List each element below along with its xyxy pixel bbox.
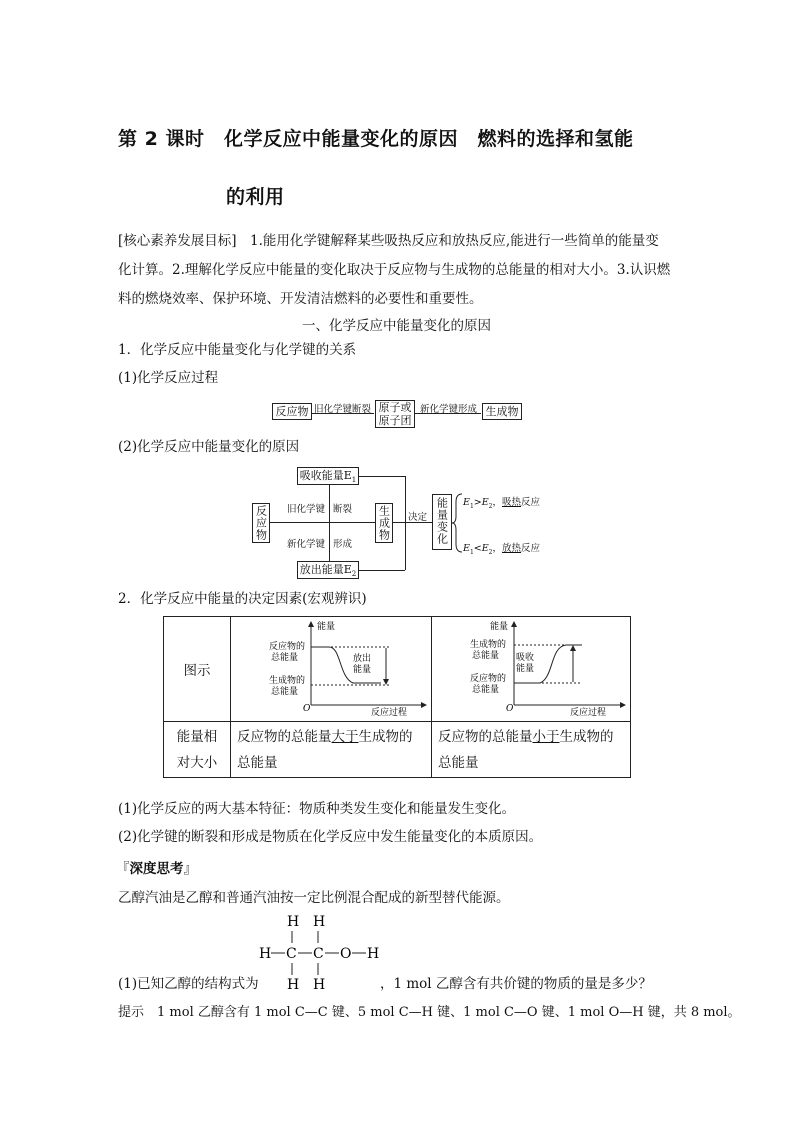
svg-text:C: C [313,946,324,962]
table-header-diagram: 图示 [164,617,231,722]
table-graph-endothermic [432,617,631,722]
old-bond-label: 旧化学键 [287,504,326,515]
svg-text:H: H [313,977,326,992]
flow-form-label: 新化学键形成 [420,404,478,415]
release-energy-box: 放出能量$E_2$ [297,561,359,579]
answer-less-than: 小于 [532,729,560,745]
hint: 提示 1 mol 乙醇含有 1 mol C—C 键、5 mol C—H 键、1 mol C—O 键、1 mol O—H 键，共 8 mol。 [118,1005,741,1020]
flow-break-label: 旧化学键断裂 [314,404,372,415]
form-label: 形成 [333,539,353,550]
svg-text:O: O [340,946,352,962]
cause-product-box: 生成物 [375,503,393,543]
flow-reactant-box: 反应物 [272,403,312,420]
goals-line-3: 料的燃烧效率、保护环境、开发清洁燃料的必要性和重要性。 [118,291,483,307]
svg-text:H: H [287,914,300,930]
svg-text:生成物的: 生成物的 [470,640,507,650]
deep-intro: 乙醇汽油是乙醇和普通汽油按一定比例混合配成的新型替代能源。 [118,890,510,906]
table-cell-endothermic: 反应物的总能量小于生成物的 总能量 [432,722,631,778]
svg-text:反应过程: 反应过程 [371,708,408,717]
table-cell-exothermic: 反应物的总能量大于生成物的 总能量 [231,722,432,778]
exothermic-graph [231,617,431,717]
svg-text:H: H [367,946,380,962]
question-1-prefix: (1)已知乙醇的结构式为 [118,976,259,992]
energy-comparison-table [163,616,631,778]
process-label: (1)化学反应过程 [118,370,219,386]
exothermic-case: $E_1<E_2$，放热反应 [463,543,541,556]
absorb-energy-box: 吸收能量$E_1$ [297,467,359,485]
answer-greater-than: 大于 [331,729,359,745]
note-1: (1)化学反应的两大基本特征：物质种类发生变化和能量发生变化。 [118,801,516,817]
svg-text:O: O [303,704,311,714]
ethanol-structure [255,910,390,992]
note-2: (2)化学键的断裂和形成是物质在化学反应中发生能量变化的本质原因。 [118,829,543,845]
section-heading: 一、化学反应中能量变化的原因 [302,318,491,334]
cause-label: (2)化学反应中能量变化的原因 [118,439,300,455]
page-title-continued: 的利用 [226,186,285,208]
break-label: 断裂 [333,504,353,515]
core-goals [118,227,688,314]
svg-text:总能量: 总能量 [271,653,299,663]
svg-text:吸收: 吸收 [516,653,535,663]
svg-text:H: H [313,914,326,930]
question-1-suffix: ，1 mol 乙醇含有共价键的物质的量是多少？ [380,976,652,992]
svg-text:放出: 放出 [353,654,372,664]
energy-change-box: 能量变化 [432,494,452,550]
svg-text:反应物的: 反应物的 [470,674,507,684]
svg-text:H: H [287,977,300,992]
svg-text:反应过程: 反应过程 [570,708,607,717]
goals-label: [核心素养发展目标] [118,233,237,249]
page-title: 第 2 课时 化学反应中能量变化的原因 燃料的选择和氢能 [118,128,634,150]
svg-text:能量: 能量 [317,622,336,632]
endothermic-case: $E_1>E_2$，吸热反应 [463,497,541,510]
svg-text:能量: 能量 [516,664,535,674]
deep-thinking-heading: 『深度思考』 [116,861,197,877]
endothermic-graph [432,617,630,717]
svg-text:总能量: 总能量 [472,685,500,695]
decide-label: 决定 [408,512,428,523]
svg-text:O: O [506,704,514,714]
svg-text:能量: 能量 [490,622,509,632]
table-graph-exothermic [231,617,432,722]
svg-text:生成物的: 生成物的 [269,676,306,686]
svg-text:能量: 能量 [353,665,372,675]
goals-line-2: 化计算。2.理解化学反应中能量的变化取决于反应物与生成物的总能量的相对大小。3.认识燃 [118,262,671,278]
svg-text:总能量: 总能量 [271,687,299,697]
svg-text:反应物的: 反应物的 [269,642,306,652]
svg-text:总能量: 总能量 [472,651,500,661]
cause-reactant-box: 反应物 [252,503,270,543]
hint-label: 提示 [118,1005,145,1020]
answer-exothermic: 放热 [502,543,522,554]
answer-endothermic: 吸热 [502,497,522,508]
goals-line-1: 1.能用化学键解释某些吸热反应和放热反应,能进行一些简单的能量变 [236,233,659,249]
flow-product-box: 生成物 [482,403,522,420]
table-header-relative-energy: 能量相 对大小 [164,722,231,778]
subheading-1: 1．化学反应中能量变化与化学键的关系 [118,342,357,358]
subheading-2: 2．化学反应中能量的决定因素(宏观辨识) [118,591,367,607]
new-bond-label: 新化学键 [287,539,326,550]
svg-text:C: C [286,946,297,962]
svg-text:H: H [259,946,272,962]
flow-atoms-box: 原子或 原子团 [375,400,415,428]
